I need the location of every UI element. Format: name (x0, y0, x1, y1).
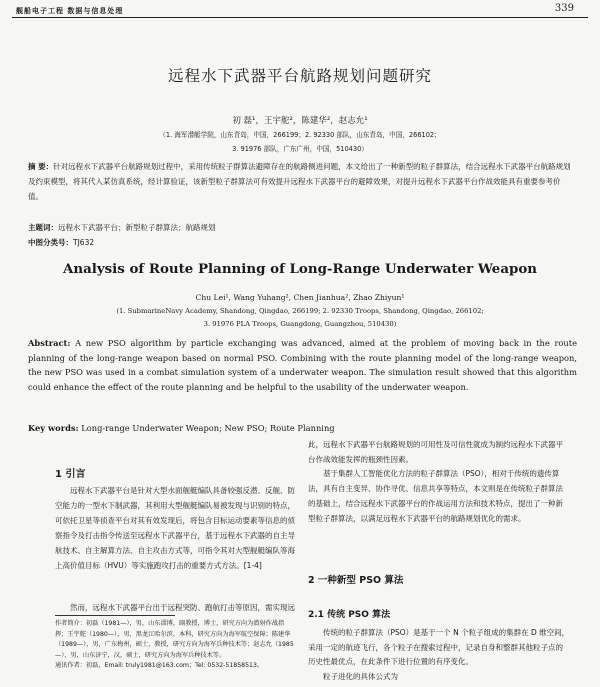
section-2-heading: 2 一种新型 PSO 算法 (308, 575, 404, 586)
section-2-1-paragraph (308, 626, 570, 684)
authors-english: Chu Lei¹, Wang Yuhang², Chen Jianhua², Zhao Zhiyun¹ (195, 293, 405, 302)
right-column-paragraph: 基于集群人工智能优化方法的粒子群算法（PSO），相对于传统的遗传算法，具有自主变异、协作寻优、信息共享等特点，本文则是在传统粒子群算法的基础上，结合远程水下武器平台的作战运用方法和技术特点，提出了一种新型粒子群算法，以满足远程水下武器平台的航路规划优化的需求。 (308, 469, 563, 523)
keywords-chinese-label: 主题词： (28, 223, 58, 232)
running-header (0, 0, 600, 18)
abstract-english-label: Abstract: (28, 338, 71, 348)
footnote-author-bio: 作者简介：初磊（1981—），男，山东淄博，副教授，博士，研究方向为潜射作战指挥；王宇舵（1980—），男，黑龙江哈尔滨，本科，研究方向为海军航空保障；陈建华（1989—），男，广东梅州，硕士，教授，研究方向为海军兵种技术等；赵志允（1985—），男，山东济宁，汉，硕士，研究方向为海军兵种技术等。 (55, 620, 294, 659)
section-1-paragraph: 然而，远程水下武器平台出于远程突防、跑航打击等原因，需实现远 (70, 603, 295, 612)
header-rule (12, 17, 588, 18)
section-2-1-formula-intro: 粒子进化的具体公式为 (323, 671, 398, 681)
section-1-paragraph: 远程水下武器平台是针对大型水面舰艇编队具备较强反潜、反舰、防空能力的一型水下制武器，其利用大型舰艇编队易被发现与识别的特点，可依托卫星等侦查平台对其有效发现后，将包含目标运动要素等信息的侦察指令及打击指令传送至远程水下武器平台，基于远程水下武器的自主导航技术、自主解算方法、自主攻击方式等，可指令其对大型舰艇编队等海上高价值目标（HVU）等实施跑攻打击的重要方式方法。[1-4] (55, 486, 295, 570)
journal-name: 舰船电子工程 数据与信息处理 (16, 7, 124, 15)
abstract-chinese-label: 摘 要： (28, 162, 54, 171)
affiliation-chinese-line: （1. 海军潜艇学院，山东青岛，中国，266199；2. 92330 部队，山东青岛，中国，266102； (159, 131, 441, 139)
affiliation-chinese-line: 3. 91976 部队，广东广州，中国，510430） (232, 145, 368, 153)
classification-chinese (28, 237, 573, 248)
abstract-chinese (28, 160, 573, 204)
footnote-rule (55, 615, 175, 616)
classification-label: 中图分类号： (28, 238, 73, 247)
abstract-chinese-text: 针对远程水下武器平台航路规划过程中，采用传统粒子群算法避障存在的航路侧进问题，本文给出了一种新型的粒子群算法，结合远程水下武器平台航路规划及约束模型，将其代入某仿真系统，经计算验证，该新型粒子群算法可有效提升远程水下武器平台的避障效果，对提升远程水下武器平台作战效能具有重要参考价值。 (28, 162, 571, 201)
title-english: Analysis of Route Planning of Long-Range Underwater Weapon (62, 261, 538, 277)
keywords-english-text: Long-range Underwater Weapon; New PSO; Route Planning (81, 423, 335, 433)
footnote-contact: 通讯作者：初磊，Email: truly1981@163.com；Tel: 0532-51858513。 (55, 662, 264, 670)
right-column-continuation: 此，远程水下武器平台航路规划的可用性及可信性就成为制约远程水下武器平台作战效能发挥的瓶颈性因素。 (308, 440, 563, 464)
title-chinese: 远程水下武器平台航路规划问题研究 (167, 67, 432, 85)
keywords-english (28, 423, 577, 433)
affiliation-english-line: (1. SubmarineNavy Academy, Shandong, Qingdao, 266199; 2. 92330 Troops, Shandong, Qingdao, 266102; (116, 307, 484, 315)
keywords-chinese (28, 222, 573, 233)
section-1-heading: 1 引言 (55, 469, 86, 480)
keywords-english-label: Key words: (28, 423, 79, 433)
abstract-english (28, 336, 577, 394)
section-2-1-text: 传统的粒子群算法（PSO）是基于一个 N 个粒子组成的集群在 D 维空间，采用一定的航迹飞行，各个粒子在搜索过程中，记录自身和整群其他粒子点的历史性最优点，在此条件下进行位置的有序变化。 (308, 628, 570, 666)
abstract-english-text: A new PSO algorithm by particle exchanging was advanced, aimed at the problem of moving back in the route planning of the long-range weapon based on normal PSO. Combining with the route planning model of the long-range weapon, the new PSO was used in a combat simulation system of a underwater weapon. The simulation result showed that this algorithm could enhance the effect of the route planning and be helpful to the usability of the underwater weapon. (28, 338, 578, 392)
classification-code: TJ632 (73, 238, 95, 247)
section-2-1-heading: 2.1 传统 PSO 算法 (308, 610, 391, 620)
affiliation-english-line: 3. 91976 PLA Troops, Guangdong, Guangzhou, 510430) (203, 320, 397, 328)
footnote (55, 619, 295, 672)
authors-chinese: 初 磊¹，王宇舵²，陈建华²，赵志允¹ (232, 116, 368, 126)
keywords-chinese-text: 远程水下武器平台；新型粒子群算法；航路规划 (58, 223, 216, 232)
page-number: 339 (554, 3, 574, 14)
